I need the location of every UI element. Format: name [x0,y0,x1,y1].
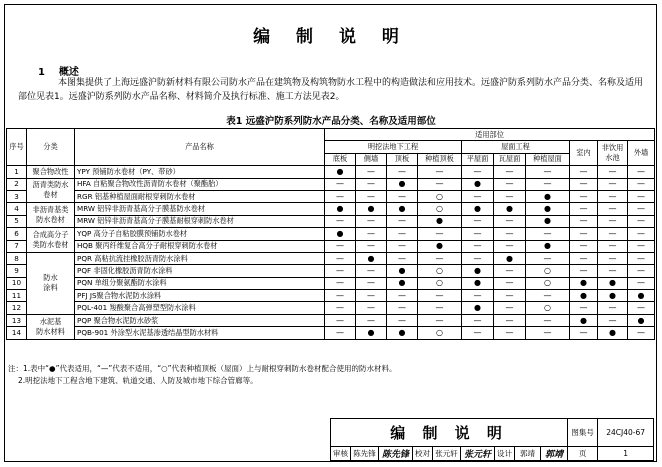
row-seq: 6 [7,228,27,240]
applicability-mark: — [570,327,598,339]
table-row [7,314,655,326]
applicability-mark: ● [494,203,526,215]
row-seq: 12 [7,302,27,314]
category-line: 防水材料 [36,326,65,336]
applicability-mark: — [494,240,526,252]
applicability-mark: — [628,166,655,178]
header-col: 顶板 [387,153,418,165]
header-product: 产品名称 [75,129,325,166]
applicability-mark: — [325,190,356,202]
category-line: 聚合物改性 [32,166,69,176]
row-category [27,178,75,203]
applicability-mark: — [570,178,598,190]
applicability-mark: — [387,290,418,302]
applicability-mark: ● [387,265,418,277]
applicability-mark: — [356,166,387,178]
applicability-mark: ○ [526,265,570,277]
category-line: 卷材 [43,190,58,200]
applicability-mark: — [387,302,418,314]
applicability-mark: — [628,252,655,264]
row-product-name: PQB-901 外涂型水泥基渗透结晶型防水材料 [75,327,325,339]
reviewer-name: 陈先锋 [351,447,379,461]
applicability-mark: — [494,302,526,314]
applicability-mark: — [628,203,655,215]
applicability-mark: — [462,166,494,178]
row-category [27,314,75,339]
table-caption: 表1 远盛沪防系列防水产品分类、名称及适用部位 [226,116,436,127]
applicability-mark: ● [462,265,494,277]
product-table [6,128,655,340]
row-category [27,166,75,178]
applicability-mark: ○ [418,265,462,277]
row-seq: 2 [7,178,27,190]
page-number: 1 [598,447,654,461]
row-category [27,252,75,314]
applicability-mark: — [628,240,655,252]
applicability-mark: — [570,302,598,314]
applicability-mark: — [526,252,570,264]
applicability-mark: — [462,252,494,264]
category-line: 非沥青基类 [32,205,69,215]
applicability-mark: — [494,166,526,178]
applicability-mark: — [418,252,462,264]
row-category [27,228,75,253]
applicability-mark: ○ [418,190,462,202]
header-col: 种植屋面 [526,153,570,165]
applicability-mark: — [494,290,526,302]
row-product-name: PQP 聚合物水泥防水砂浆 [75,314,325,326]
applicability-mark: — [387,228,418,240]
table-row [7,290,655,302]
applicability-mark: — [356,290,387,302]
designer-signature: 郭靖 [541,447,568,461]
applicability-mark: — [570,228,598,240]
header-category: 分类 [27,129,75,166]
applicability-mark: — [526,178,570,190]
applicability-mark: — [387,166,418,178]
table-row [7,203,655,215]
applicability-mark: — [356,228,387,240]
applicability-mark: — [494,327,526,339]
applicability-mark: — [628,178,655,190]
applicability-mark: — [598,228,628,240]
header-col: 瓦屋面 [494,153,526,165]
applicability-mark: — [628,327,655,339]
applicability-mark: — [494,277,526,289]
applicability-mark: — [325,277,356,289]
applicability-mark: — [325,240,356,252]
applicability-mark: ● [570,277,598,289]
applicability-mark: — [418,290,462,302]
applicability-mark: ● [462,302,494,314]
applicability-mark: — [628,215,655,227]
applicability-mark: ● [387,178,418,190]
applicability-mark: — [598,166,628,178]
applicability-mark: — [570,190,598,202]
applicability-mark: ● [598,277,628,289]
header-col: 底板 [325,153,356,165]
section-title: 概述 [58,67,79,78]
atlas-label: 图集号 [568,419,598,447]
note-2: 2.明挖法地下工程含地下建筑、轨道交通、人防及城市地下综合管廊等。 [18,376,258,385]
header-ext-wall: 外墙 [628,141,655,166]
applicability-mark: — [598,240,628,252]
applicability-mark: — [462,290,494,302]
row-seq: 8 [7,252,27,264]
applicability-mark: — [570,166,598,178]
row-seq: 5 [7,215,27,227]
row-product-name: HFA 自粘聚合物改性沥青防水卷材（聚酯胎） [75,178,325,190]
applicability-mark: ● [462,277,494,289]
applicability-mark: — [494,228,526,240]
applicability-mark: ● [387,203,418,215]
applicability-mark: — [325,265,356,277]
applicability-mark: ● [462,178,494,190]
applicability-mark: ● [628,290,655,302]
applicability-mark: ○ [418,327,462,339]
table-row [7,240,655,252]
applicability-mark: — [598,314,628,326]
applicability-mark: ○ [418,203,462,215]
applicability-mark: — [356,314,387,326]
header-col: 平屋面 [462,153,494,165]
applicability-mark: — [387,215,418,227]
row-seq: 3 [7,190,27,202]
applicability-mark: — [570,265,598,277]
applicability-mark: ● [356,252,387,264]
applicability-mark: — [387,314,418,326]
checker-signature: 张元轩 [461,447,495,461]
table-row [7,265,655,277]
table-row [7,327,655,339]
title-block [330,418,654,461]
page-label: 页 [568,447,598,461]
reviewer-signature: 陈先锋 [379,447,413,461]
applicability-mark: — [628,302,655,314]
row-product-name: PFJ JS聚合物水泥防水涂料 [75,290,325,302]
applicability-mark: ● [356,327,387,339]
applicability-mark: ● [387,277,418,289]
applicability-mark: ● [628,314,655,326]
applicability-mark: — [387,252,418,264]
section-number: 1 [38,67,45,78]
applicability-mark: — [598,215,628,227]
applicability-mark: — [418,228,462,240]
applicability-mark: — [325,327,356,339]
applicability-mark: — [598,190,628,202]
row-product-name: RGR 铝基种植屋面耐根穿刺防水卷材 [75,190,325,202]
applicability-mark: ● [325,203,356,215]
applicability-mark: — [628,265,655,277]
applicability-mark: — [325,302,356,314]
header-indoor: 室内 [570,141,598,166]
applicability-mark: — [462,327,494,339]
row-product-name: PQR 高粘抗流挂橡胶沥青防水涂料 [75,252,325,264]
applicability-mark: — [570,240,598,252]
applicability-mark: — [418,166,462,178]
applicability-mark: — [325,178,356,190]
applicability-mark: — [356,190,387,202]
applicability-mark: — [325,252,356,264]
applicability-mark: ○ [526,302,570,314]
row-product-name: PQF 非固化橡胶沥青防水涂料 [75,265,325,277]
applicability-mark: — [418,178,462,190]
applicability-mark: ● [570,290,598,302]
header-drink-water: 非饮用水池 [598,141,628,166]
row-seq: 9 [7,265,27,277]
row-seq: 1 [7,166,27,178]
applicability-mark: ● [526,240,570,252]
applicability-mark: ● [526,215,570,227]
header-scope: 适用部位 [325,129,655,141]
check-label: 校对 [413,447,433,461]
applicability-mark: — [325,215,356,227]
header-col: 侧墙 [356,153,387,165]
applicability-mark: — [418,314,462,326]
applicability-mark: — [356,178,387,190]
applicability-mark: — [462,240,494,252]
applicability-mark: ● [462,203,494,215]
applicability-mark: ○ [418,277,462,289]
applicability-mark: ● [356,203,387,215]
applicability-mark: — [356,302,387,314]
row-product-name: YQP 高分子自粘胶膜预铺防水卷材 [75,228,325,240]
applicability-mark: ● [325,166,356,178]
category-line: 防水卷材 [36,215,65,225]
applicability-mark: — [526,327,570,339]
applicability-mark: ● [418,240,462,252]
applicability-mark: ● [570,314,598,326]
row-seq: 7 [7,240,27,252]
applicability-mark: — [526,314,570,326]
row-seq: 4 [7,203,27,215]
applicability-mark: — [356,215,387,227]
row-product-name: HQB 聚丙纤维复合高分子耐根穿刺防水卷材 [75,240,325,252]
checker-name: 张元轩 [433,447,461,461]
applicability-mark: ● [494,252,526,264]
design-label: 设计 [495,447,515,461]
applicability-mark: — [494,178,526,190]
applicability-mark: — [494,265,526,277]
page-title: 编 制 说 明 [253,27,409,47]
applicability-mark: ● [387,327,418,339]
applicability-mark: ● [418,215,462,227]
table-row [7,302,655,314]
category-line: 防水 [43,273,58,283]
applicability-mark: — [356,240,387,252]
applicability-mark: — [494,190,526,202]
applicability-mark: — [628,277,655,289]
row-category [27,203,75,228]
table-row [7,252,655,264]
note-1: 注：1.表中“●”代表适用，“—”代表不适用，“○”代表种植顶板（屋面）上与耐根穿刺防水卷材配合使用的防水材料。 [8,364,397,373]
designer-name: 郭靖 [515,447,541,461]
applicability-mark: — [356,277,387,289]
applicability-mark: — [598,252,628,264]
applicability-mark: ○ [526,277,570,289]
atlas-number: 24CJ40-67 [598,419,654,447]
applicability-mark: — [598,265,628,277]
row-product-name: YPY 预铺防水卷材（PY、带砂） [75,166,325,178]
applicability-mark: ● [526,203,570,215]
category-line: 沥青类防水 [32,180,69,190]
applicability-mark: — [387,240,418,252]
applicability-mark: — [494,314,526,326]
row-seq: 10 [7,277,27,289]
category-line: 合成高分子 [32,230,69,240]
applicability-mark: — [526,228,570,240]
row-seq: 11 [7,290,27,302]
applicability-mark: — [462,314,494,326]
applicability-mark: ● [598,290,628,302]
row-product-name: MRW 铝锌非沥青基高分子膜基耐根穿刺防水卷材 [75,215,325,227]
applicability-mark: — [570,252,598,264]
applicability-mark: — [418,302,462,314]
applicability-mark: — [387,190,418,202]
applicability-mark: — [356,265,387,277]
applicability-mark: — [325,314,356,326]
applicability-mark: — [570,215,598,227]
table-row [7,178,655,190]
title-block-name: 编 制 说 明 [331,419,568,447]
applicability-mark: — [598,203,628,215]
row-seq: 14 [7,327,27,339]
header-col: 种植顶板 [418,153,462,165]
applicability-mark: — [628,190,655,202]
applicability-mark: — [598,302,628,314]
category-line: 类防水卷材 [32,240,69,250]
category-line: 涂料 [43,283,58,293]
applicability-mark: — [526,290,570,302]
row-product-name: PQL-401 羧酸聚合高弹塑型防水涂料 [75,302,325,314]
header-roof: 屋面工程 [462,141,570,153]
applicability-mark: ● [325,228,356,240]
row-seq: 13 [7,314,27,326]
table-row [7,277,655,289]
applicability-mark: — [570,203,598,215]
row-product-name: MRW 铝锌非沥青基高分子膜基防水卷材 [75,203,325,215]
applicability-mark: — [462,190,494,202]
applicability-mark: ● [526,190,570,202]
category-line: 水泥基 [39,316,62,326]
applicability-mark: ● [598,327,628,339]
applicability-mark: — [526,166,570,178]
table-row [7,228,655,240]
overview-paragraph: 本图集提供了上海远盛沪防新材料有限公司防水产品在建筑物及构筑物防水工程中的构造做法和应用技术。远盛沪防系列防水产品分类、名称及适用部位见表1。远盛沪防系列防水产品名称、材料简介及执行标准、施工方法见表2。 [18,78,644,102]
applicability-mark: — [598,178,628,190]
header-seq: 序号 [7,129,27,166]
table-row [7,215,655,227]
header-underground: 明挖法地下工程 [325,141,462,153]
notes [8,363,397,387]
applicability-mark: — [494,215,526,227]
row-product-name: PQN 单组分聚氨酯防水涂料 [75,277,325,289]
applicability-mark: — [462,228,494,240]
table-row [7,190,655,202]
review-label: 审核 [331,447,351,461]
table-row [7,166,655,178]
applicability-mark: — [325,290,356,302]
applicability-mark: — [462,215,494,227]
applicability-mark: — [628,228,655,240]
